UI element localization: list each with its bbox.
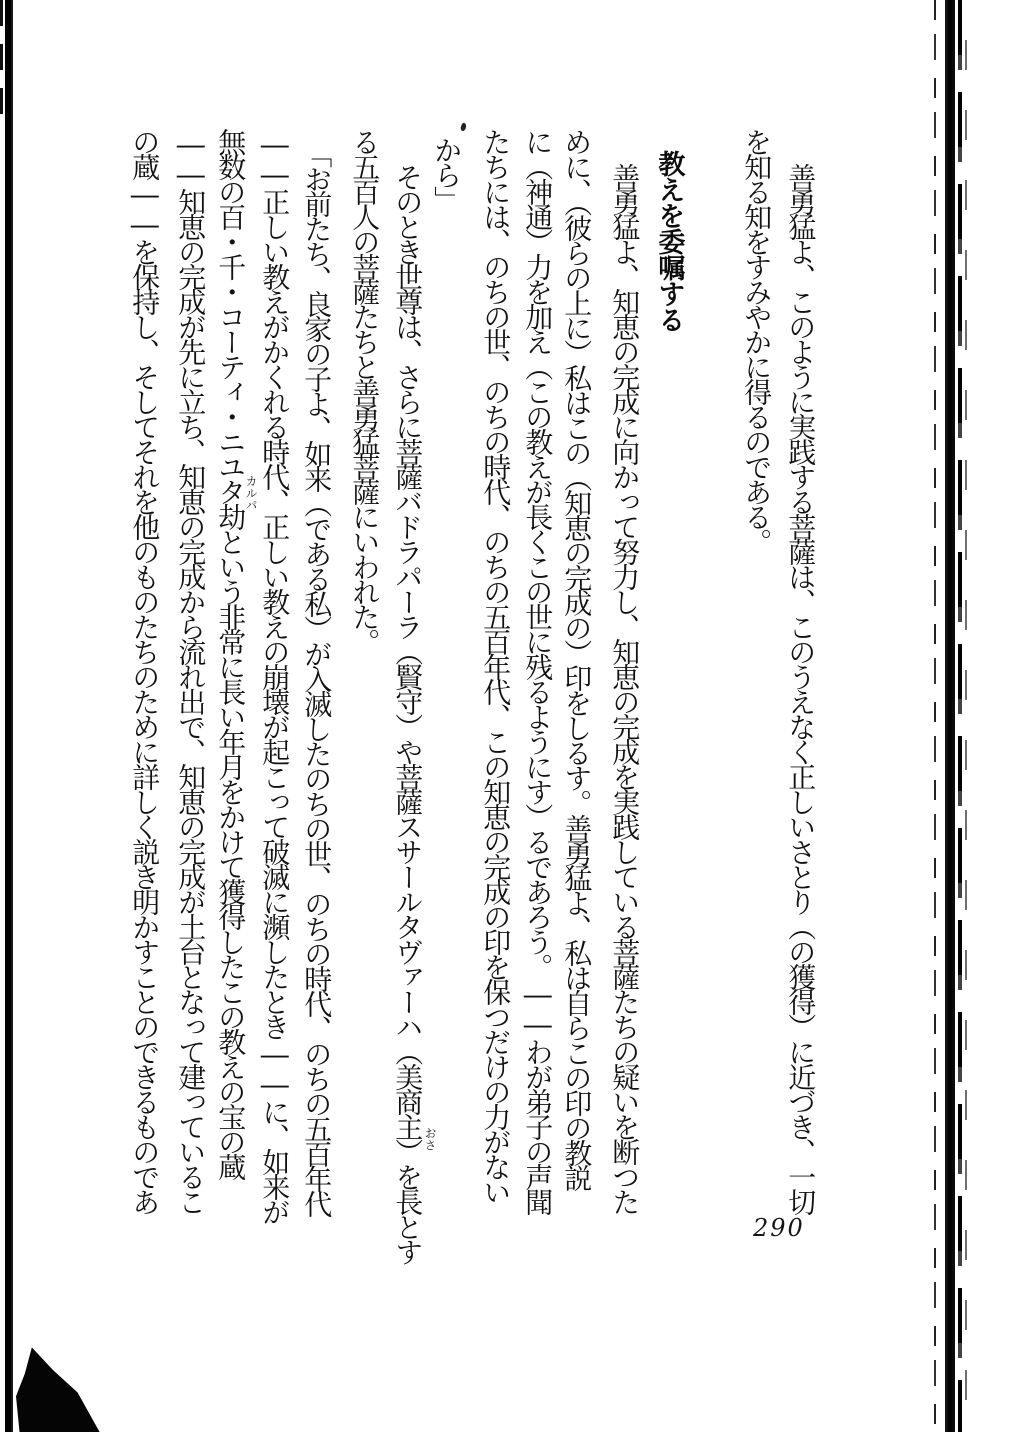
- page-number: 290: [753, 1214, 805, 1242]
- page-gutter-line-outer: [934, 0, 936, 1432]
- text-column-8: そのとき世尊は、さらに菩薩バドラパーラ（賢守）や菩薩スサールタヴァーハ（美商主）を長とす: [391, 163, 425, 1263]
- text-column-12: 無数の百・千・コーティ・ニユタ劫という非常に長い年月をかけて獲得したこの教えの宝の蔵: [214, 128, 248, 1178]
- text-column-2: を知る知をすみやかに得るのである。: [740, 128, 774, 553]
- text-column-4: めに、（彼らの上に）私はこの（知恵の完成の）印をしるす。善勇猛よ、私は自らこの印の教説: [560, 128, 594, 1189]
- page-gutter-line-main: [945, 0, 955, 1432]
- scan-edge-left-bar: [5, 0, 13, 1432]
- ruby-annotation-kalpa: カルパ: [244, 475, 258, 511]
- text-column-5: に（神通）力を加え（この教えが長くこの世に残るようにす）るであろう。――わが弟子の声聞: [521, 128, 555, 1213]
- scan-edge-left-marks: [0, 0, 3, 120]
- ruby-annotation-osa: おさ: [423, 1127, 437, 1151]
- section-heading: 教えを委嘱する: [653, 150, 685, 332]
- text-column-3: 善勇猛よ、知恵の完成に向かって努力し、知恵の完成を実践している菩薩たちの疑いを断つた: [608, 163, 642, 1213]
- text-column-6: たちには、のちの世、のちの時代、のちの五百年代、この知恵の完成の印を保つだけの力がない: [479, 128, 513, 1203]
- text-column-13: ――知恵の完成が先に立ち、知恵の完成から流れ出で、知恵の完成が土台となって建っているこ: [174, 128, 208, 1213]
- scan-artifact-corner-blob: [16, 1338, 104, 1432]
- text-column-10: 「お前たち、良家の子よ、如来（である私）が入滅したのちの世、のちの時代、のちの五百年代: [300, 140, 334, 1215]
- text-column-11: ――正しい教えがかくれる時代、正しい教えの崩壊が起こって破滅に瀕したとき――に、如来が: [258, 128, 292, 1223]
- text-column-1: 善勇猛よ、このように実践する菩薩は、このうえなく正しいさとり（の獲得）に近づき、一切: [784, 163, 818, 1213]
- page-gutter-line-inner: [958, 0, 962, 1432]
- page-gutter-line-edge: [965, 0, 967, 1432]
- text-column-9: る五百人の菩薩たちと善勇猛菩薩にいわれた。: [348, 128, 382, 653]
- scan-speck: [460, 122, 467, 131]
- text-column-7: から」: [430, 136, 464, 211]
- text-column-14: の蔵――を保持し、そしてそれを他のものたちのために詳しく説き明かすことのできるものであ: [128, 128, 162, 1213]
